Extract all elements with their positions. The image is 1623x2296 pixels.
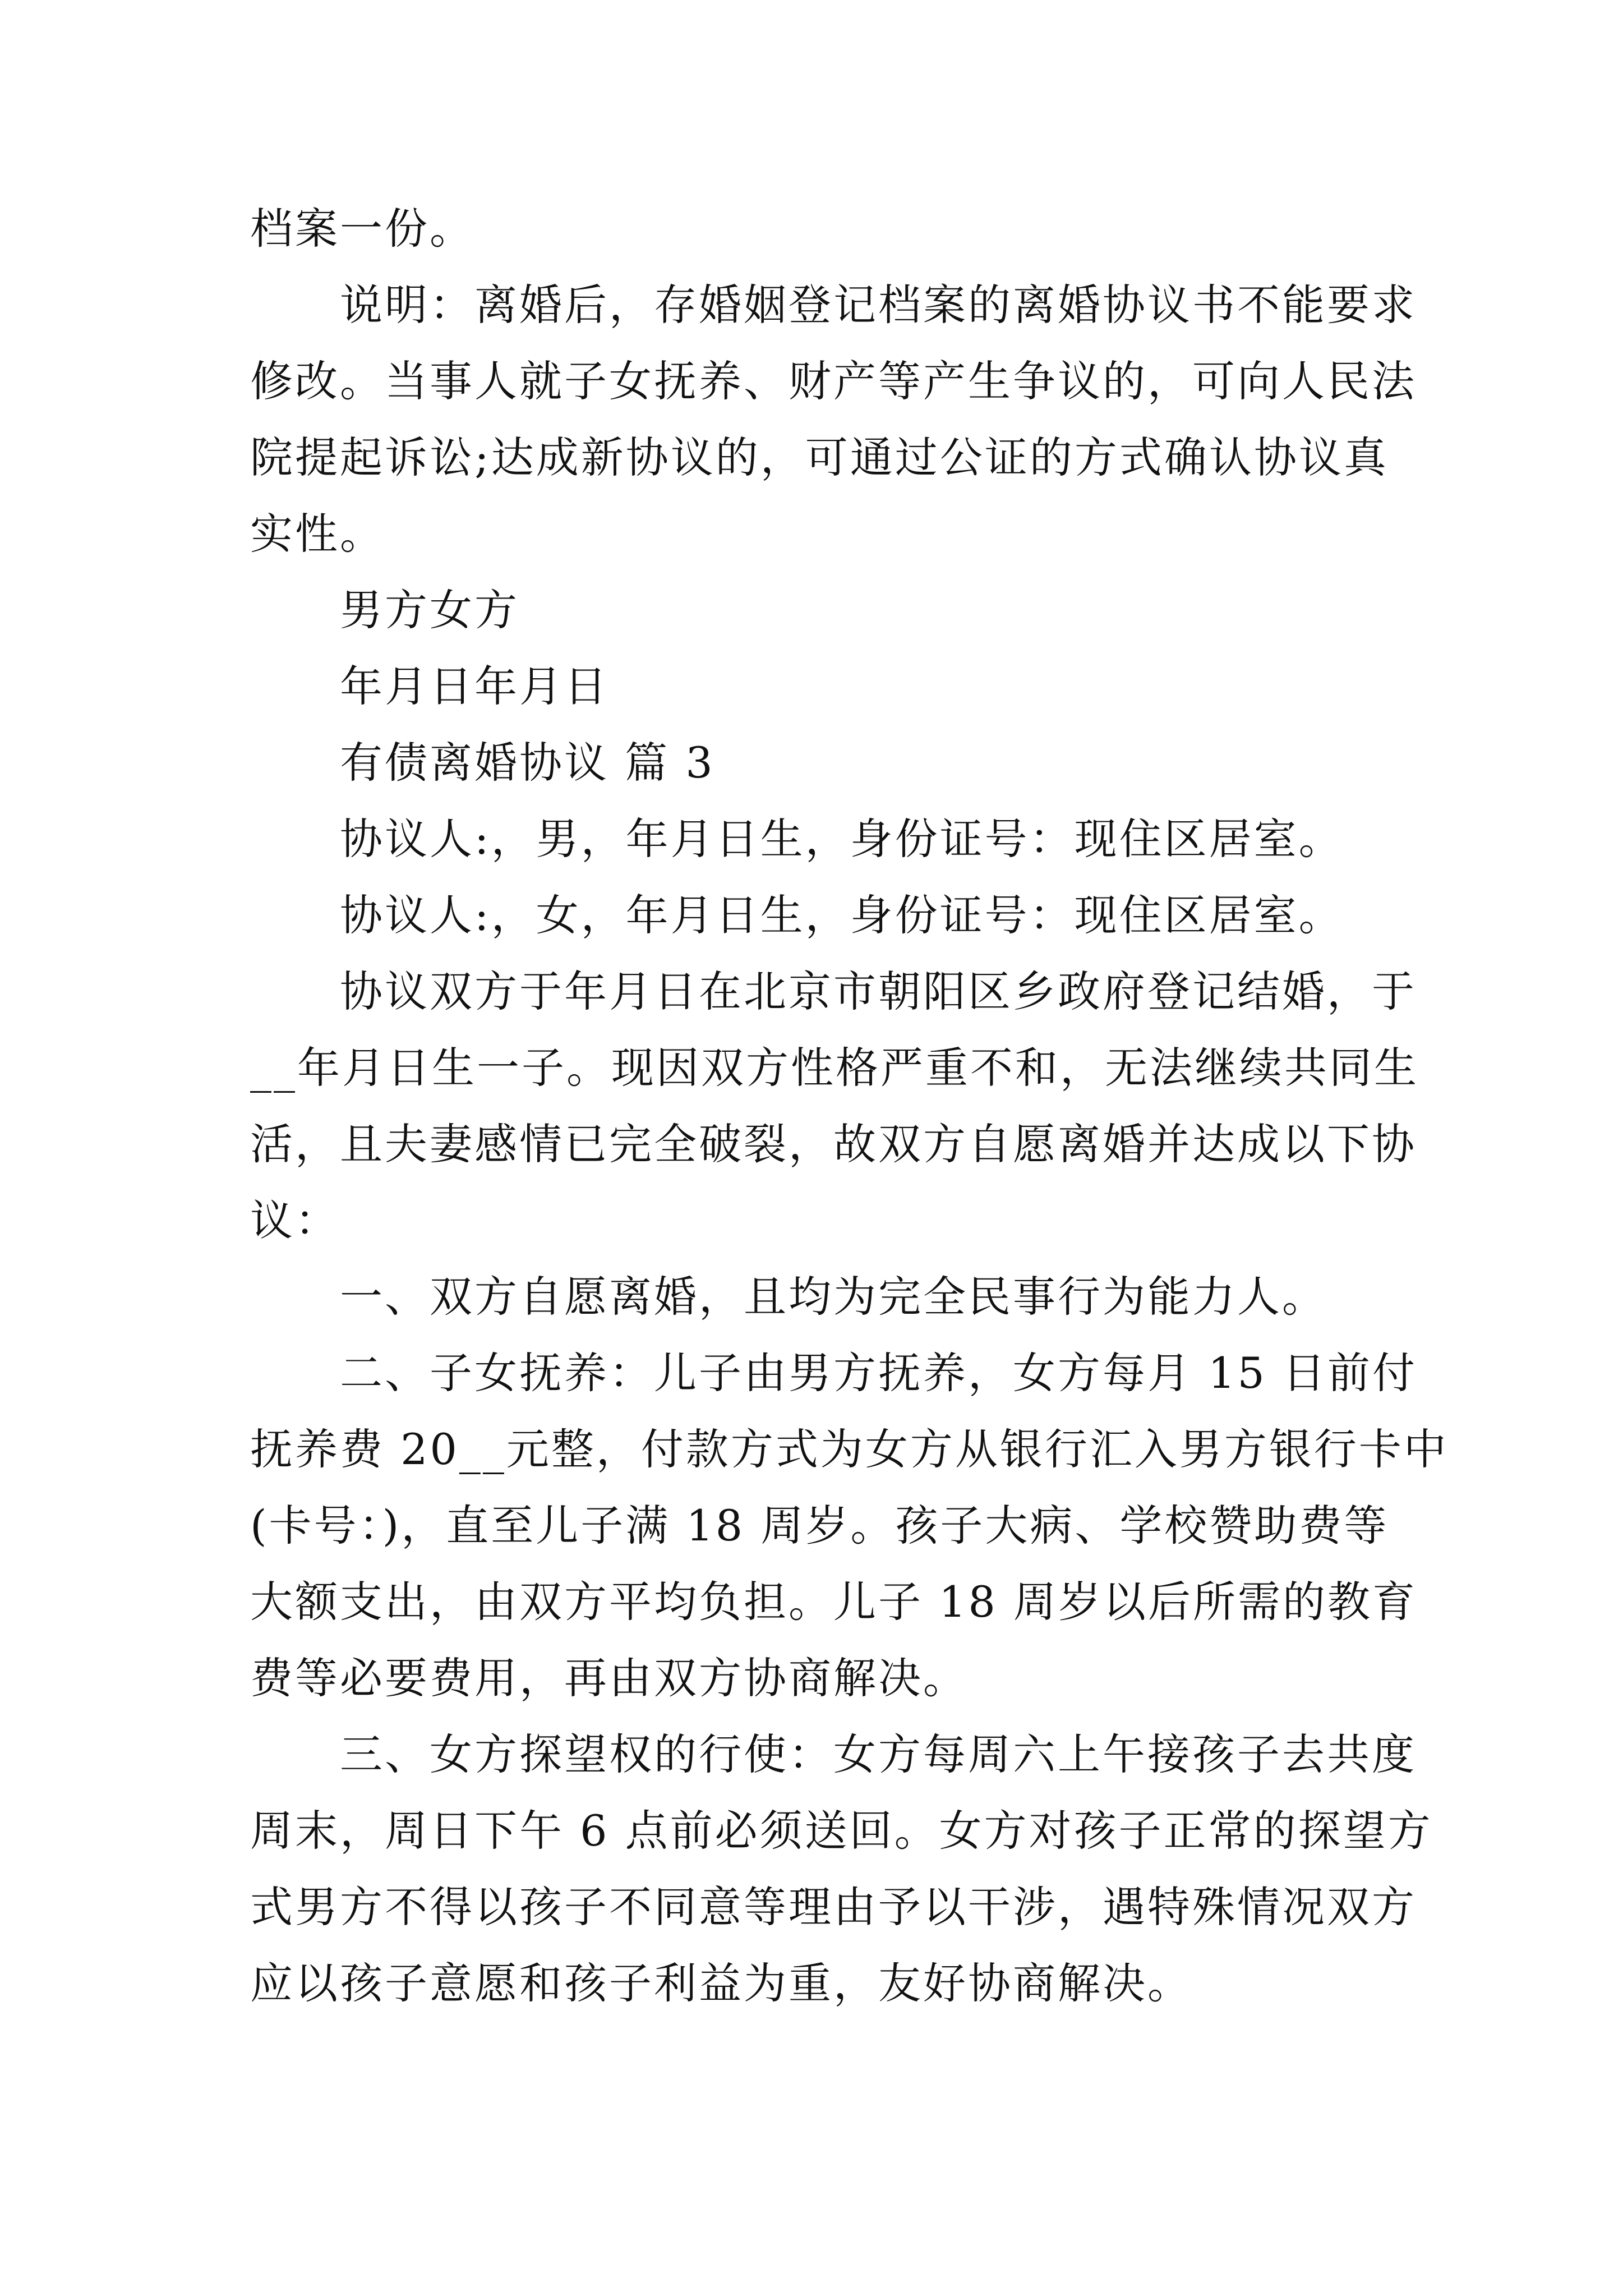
text-line: (卡号：)，直至儿子满 18 周岁。孩子大病、学校赞助费等: [250, 1501, 1389, 1550]
text-line: __年月日生一子。现因双方性格严重不和，无法继续共同生: [250, 1043, 1419, 1093]
text-line: 实性。: [250, 509, 385, 559]
text-line: 周末，周日下午 6 点前必须送回。女方对孩子正常的探望方: [250, 1806, 1433, 1856]
text-line: 应以孩子意愿和孩子利益为重，友好协商解决。: [250, 1958, 1192, 2008]
text-line: 档案一份。: [250, 204, 474, 254]
text-line: 协议人:，女，年月日生，身份证号：现住区居室。: [340, 890, 1344, 940]
text-line: 年月日年月日: [340, 661, 609, 711]
text-line: 抚养费 20__元整，付款方式为女方从银行汇入男方银行卡中: [250, 1424, 1449, 1474]
text-line: 协议双方于年月日在北京市朝阳区乡政府登记结婚，于: [340, 967, 1417, 1016]
text-line: 大额支出，由双方平均负担。儿子 18 周岁以后所需的教育: [250, 1577, 1418, 1627]
text-line: 修改。当事人就子女抚养、财产等产生争议的，可向人民法: [250, 356, 1417, 406]
text-line: 有债离婚协议 篇 3: [340, 738, 715, 788]
text-line: 三、女方探望权的行使：女方每周六上午接孩子去共度: [340, 1729, 1417, 1779]
text-line: 二、子女抚养：儿子由男方抚养，女方每月 15 日前付: [340, 1348, 1418, 1398]
text-line: 说明：离婚后，存婚姻登记档案的离婚协议书不能要求: [340, 280, 1417, 330]
text-line: 活，且夫妻感情已完全破裂，故双方自愿离婚并达成以下协: [250, 1119, 1417, 1169]
document-page: [250, 191, 1449, 2022]
text-line: 一、双方自愿离婚，且均为完全民事行为能力人。: [340, 1272, 1327, 1322]
text-line: 男方女方: [340, 585, 519, 635]
text-line: 费等必要费用，再由双方协商解决。: [250, 1653, 968, 1703]
text-line: 协议人:，男，年月日生，身份证号：现住区居室。: [340, 814, 1344, 864]
text-line: 院提起诉讼;达成新协议的，可通过公证的方式确认协议真: [250, 432, 1389, 482]
text-line: 式男方不得以孩子不同意等理由予以干涉，遇特殊情况双方: [250, 1882, 1417, 1932]
text-line: 议：: [250, 1195, 340, 1245]
